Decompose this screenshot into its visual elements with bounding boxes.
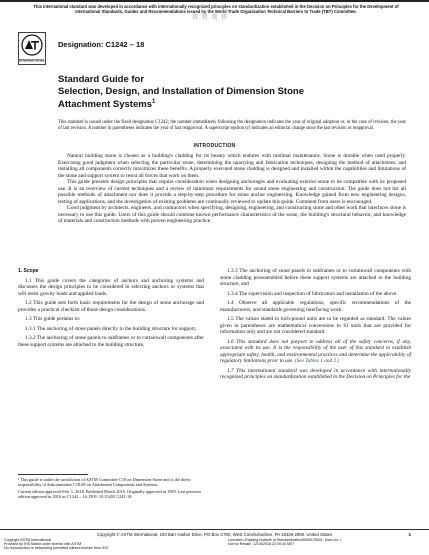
page-number: 1: [408, 532, 411, 537]
title-line-2: Selection, Design, and Installation of Dimension Stone: [58, 85, 304, 97]
wto-notice-text: This international standard was developed in accordance with internationally recognized principles on standardization established in the Decision on Principles for the Development of International Standards, Guides and Recommendations issued by the World Trade Organization Technical Barriers to Trade (TBT) Committee.: [33, 4, 399, 14]
standard-title: [58, 74, 388, 111]
title-line-3: [58, 97, 388, 111]
title-line-1: Standard Guide for: [58, 74, 145, 85]
section-heading-scope: 1. Scope: [18, 268, 39, 274]
tables-reference-link[interactable]: (See Tables 1 and 2.): [294, 358, 340, 364]
clause-1-3-3: 1.3.3 The anchoring of stone panels to subframes or to curtainwall components with stone cladding preassembled before these support systems are attached to the building structure, and: [220, 268, 411, 287]
clause-1-6: [220, 339, 411, 365]
clause-1-1: 1.1 This guide covers the categories of anchors and anchoring systems and discusses the design principles to be considered in selecting anchors or systems that will resist gravity loads and applied loads.: [18, 277, 204, 297]
top-rule: [0, 0, 429, 2]
clause-1-7: 1.7 This international standard was developed in accordance with internationally recognized principles on standardization established in the Decision on Principles for the: [220, 367, 411, 380]
right-column: [220, 268, 411, 384]
footnote-1: ¹ This guide is under the jurisdiction of ASTM Committee C18 on Dimension Stone and is the direct responsibility of Subcommittee C18.08 on Attachment Components and Systems.: [18, 477, 191, 488]
clause-1-3: 1.3 This guide pertains to:: [25, 316, 81, 322]
footnote-rule: [18, 474, 88, 475]
clause-1-3-4: 1.3.4 The supervision and inspection of fabrication and installation of the above.: [227, 290, 398, 297]
astm-logo: [18, 32, 46, 65]
clause-1-3-2: 1.3.2 The anchoring of stone panels to subframes or to curtainwall components after these support systems are attached to the building structure,: [18, 335, 204, 348]
footnote-2: Current edition approved Feb. 1, 2018. Published March 2018. Originally approved in 1993. Last previous edition approved in 2016 as C1242 – 16. DOI: 10.1520/C1242-18.: [18, 489, 202, 500]
licensee-line: Licensee=Zhejiang Institute of Standardization/5958176001, User=xx, r: [228, 538, 342, 542]
license-footer-right: [228, 538, 418, 546]
clause-1-2: 1.2 This guide sets forth basic requirements for the design of stone anchorage and provides a practical checklist of those design considerations.: [18, 300, 204, 313]
license-line: Provided by IHS Markit under license with ASTM: [4, 542, 82, 547]
intro-paragraph: This guide presents design principles that require consideration when designing anchorages and evaluating exterior stone to be compatible with its proposed use. It is an overview of current techniques and a review of minimum requirements for sound stone engineering and construction. The guide does not list all possible methods of attachment nor does it provide a step-by-step procedure for stone anchor engineering. Knowledge gained from new engineering designs, testing of applications, and the investigation of existing problems are continually reviewed to update this guide. Comment from users is encouraged.: [58, 179, 406, 205]
license-line: Copyright ASTM International: [4, 538, 51, 542]
title-footnote-mark: 1: [151, 99, 156, 105]
resale-line: Not for Resale, 12/15/2018 22:09:30 MST: [228, 542, 295, 547]
logo-caption: INTERNATIONAL: [19, 58, 45, 63]
issuance-note: This standard is issued under the fixed designation C1242; the number immediately following the designation indicates the year of original adoption or, in the case of revision, the year of last revision. A number in parentheses indicates the year of last reapproval. A superscript epsilon (ε) indicates an editorial change since the last revision or reapproval.: [58, 120, 406, 131]
license-footer-left: [4, 538, 194, 551]
introduction-heading: INTRODUCTION: [193, 143, 236, 149]
title-line-3-text: Attachment Systems: [58, 99, 152, 111]
footnotes: [18, 477, 204, 501]
left-column: [18, 268, 204, 351]
clause-1-3-1: 1.3.1 The anchoring of stone panels directly to the building structure for support,: [25, 325, 197, 332]
license-line: No reproduction or networking permitted without license from IHS: [4, 546, 108, 551]
intro-paragraph: Good judgment by architects, engineers, and contractors when specifying, designing, engineering, and constructing stone and other work that interfaces stone is necessary to use this guide. Users of this guide should combine known performance characteristics of the stone, the building's structural behavior, and knowledge of materials and construction methods with proven engineering practice.: [58, 205, 406, 224]
clause-1-4: 1.4 Observe all applicable regulations, specific recommendations of the manufacturers, and standards governing interfacing work.: [220, 300, 411, 313]
copyright-address: Copyright © ASTM International, 100 Barr Harbor Drive, PO Box C700, West Conshohocken, PA 19428-2959. United States: [96, 532, 333, 537]
introduction-body: [58, 153, 406, 225]
footer-rule: [0, 529, 429, 530]
intro-paragraph: Natural building stone is chosen as a building's cladding for its beauty which endures with minimal maintenance. Stone is durable when used properly. Exercising good judgment when selecting the particular stone, determining the quarrying and fabrication techniques, designing the method of attachment, and installing all components correctly maximizes these benefits. A properly executed stone cladding is designed and installed within the capabilities and limitations of the stone and support system to resist all forces that work on them.: [58, 153, 406, 179]
designation: Designation: C1242 – 18: [58, 40, 145, 49]
clause-1-6-text: 1.6 This standard does not purport to address all of the safety concerns, if any, associated with its use. It is the responsibility of the user of this standard to establish appropriate safety, health, and environmental practices and determine the applicability of regulatory limitations prior to use.: [220, 338, 411, 364]
watermark-text: 我 我 我 我: [192, 15, 229, 21]
clause-1-5: 1.5 The values stated in inch-pound units are to be regarded as standard. The values given in parentheses are mathematical conversions to SI units that are provided for information only and are not considered standard.: [220, 316, 411, 335]
